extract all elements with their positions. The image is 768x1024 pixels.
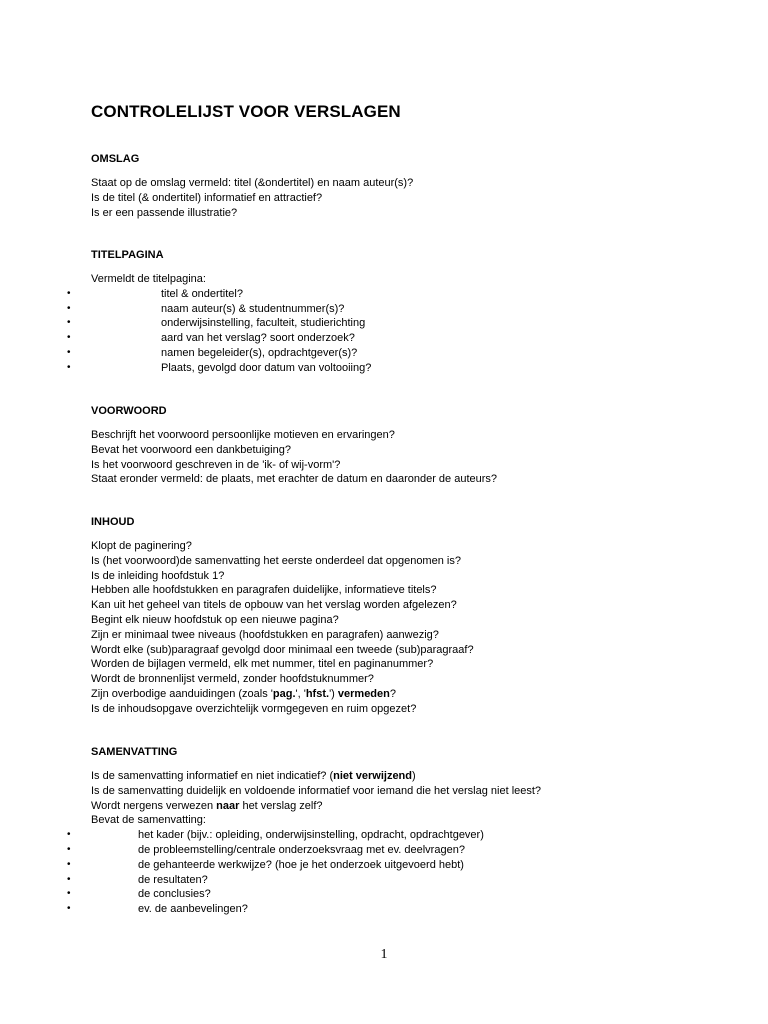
inhoud-line: Worden de bijlagen vermeld, elk met nummer, titel en paginanummer? [91,658,434,671]
section-heading-voorwoord: VOORWOORD [91,405,167,417]
titelpagina-bullet-list [67,287,711,376]
list-item: • het kader (bijv.: opleiding, onderwijsinstelling, opdracht, opdrachtgever) [67,829,484,842]
inhoud-line: Begint elk nieuw hoofdstuk op een nieuwe pagina? [91,613,339,626]
list-item: • Plaats, gevolgd door datum van voltooiing? [67,361,372,374]
inhoud-line-overbodige-aanduidingen: Zijn overbodige aanduidingen (zoals 'pag.', 'hfst.') vermeden? [91,687,396,700]
omslag-line: Staat op de omslag vermeld: titel (&ondertitel) en naam auteur(s)? [91,177,414,189]
bullet-icon: • [67,858,71,870]
section-heading-omslag: OMSLAG [91,153,140,165]
inhoud-line: Is de inhoudsopgave overzichtelijk vormgegeven en ruim opgezet? [91,702,417,715]
inhoud-line: Klopt de paginering? [91,540,192,552]
list-item: • de probleemstelling/centrale onderzoeksvraag met ev. deelvragen? [67,843,465,856]
section-heading-inhoud: INHOUD [91,516,135,528]
voorwoord-line: Beschrijft het voorwoord persoonlijke motieven en ervaringen? [91,429,395,441]
list-item: • onderwijsinstelling, faculteit, studierichting [67,317,366,330]
bullet-icon: • [67,888,71,900]
bullet-icon: • [67,843,71,855]
samenvatting-bullet-list [67,828,711,917]
inhoud-line: Wordt elke (sub)paragraaf gevolgd door minimaal een tweede (sub)paragraaf? [91,643,474,656]
omslag-line: Is er een passende illustratie? [91,206,238,219]
inhoud-line: Kan uit het geheel van titels de opbouw van het verslag worden afgelezen? [91,599,457,612]
voorwoord-line: Staat eronder vermeld: de plaats, met erachter de datum en daaronder de auteurs? [91,473,498,486]
bullet-icon: • [67,361,71,373]
bullet-icon: • [67,903,71,915]
samenvatting-line: Is de samenvatting informatief en niet indicatief? (niet verwijzend) [91,770,416,782]
document-title: CONTROLELIJST VOOR VERSLAGEN [91,102,401,121]
voorwoord-line: Bevat het voorwoord een dankbetuiging? [91,443,291,456]
list-item: • de gehanteerde werkwijze? (hoe je het onderzoek uitgevoerd hebt) [67,858,464,871]
section-heading-samenvatting: SAMENVATTING [91,746,178,758]
section-omslag [91,152,711,220]
bullet-icon: • [67,317,71,329]
list-item: • de resultaten? [67,873,208,886]
inhoud-line: Wordt de bronnenlijst vermeld, zonder hoofdstuknummer? [91,673,374,686]
samenvatting-intro: Bevat de samenvatting: [91,814,206,827]
list-item: • de conclusies? [67,888,211,901]
voorwoord-line: Is het voorwoord geschreven in de 'ik- of wij-vorm'? [91,458,341,471]
list-item: • titel & ondertitel? [67,287,243,300]
section-heading-titelpagina: TITELPAGINA [91,249,164,261]
bullet-icon: • [67,332,71,344]
page-number: 1 [380,947,388,962]
titelpagina-intro: Vermeldt de titelpagina: [91,273,206,285]
samenvatting-line: Wordt nergens verwezen naar het verslag zelf? [91,799,323,812]
omslag-line: Is de titel (& ondertitel) informatief en attractief? [91,191,323,204]
section-inhoud [91,515,711,717]
inhoud-line: Hebben alle hoofdstukken en paragrafen duidelijke, informatieve titels? [91,584,437,597]
inhoud-line: Is (het voorwoord)de samenvatting het eerste onderdeel dat opgenomen is? [91,554,461,567]
bullet-icon: • [67,829,71,841]
section-titelpagina [67,248,711,376]
list-item: • aard van het verslag? soort onderzoek? [67,332,355,345]
list-item: • naam auteur(s) & studentnummer(s)? [67,302,345,315]
samenvatting-line: Is de samenvatting duidelijk en voldoende informatief voor iemand die het verslag niet leest? [91,784,542,797]
bullet-icon: • [67,873,71,885]
inhoud-line: Is de inleiding hoofdstuk 1? [91,569,225,582]
section-voorwoord [91,404,711,487]
bullet-icon: • [67,302,71,314]
section-samenvatting [67,745,711,917]
bullet-icon: • [67,287,71,299]
list-item: • namen begeleider(s), opdrachtgever(s)? [67,346,358,359]
bullet-icon: • [67,346,71,358]
inhoud-line: Zijn er minimaal twee niveaus (hoofdstukken en paragrafen) aanwezig? [91,628,439,641]
list-item: • ev. de aanbevelingen? [67,903,248,916]
